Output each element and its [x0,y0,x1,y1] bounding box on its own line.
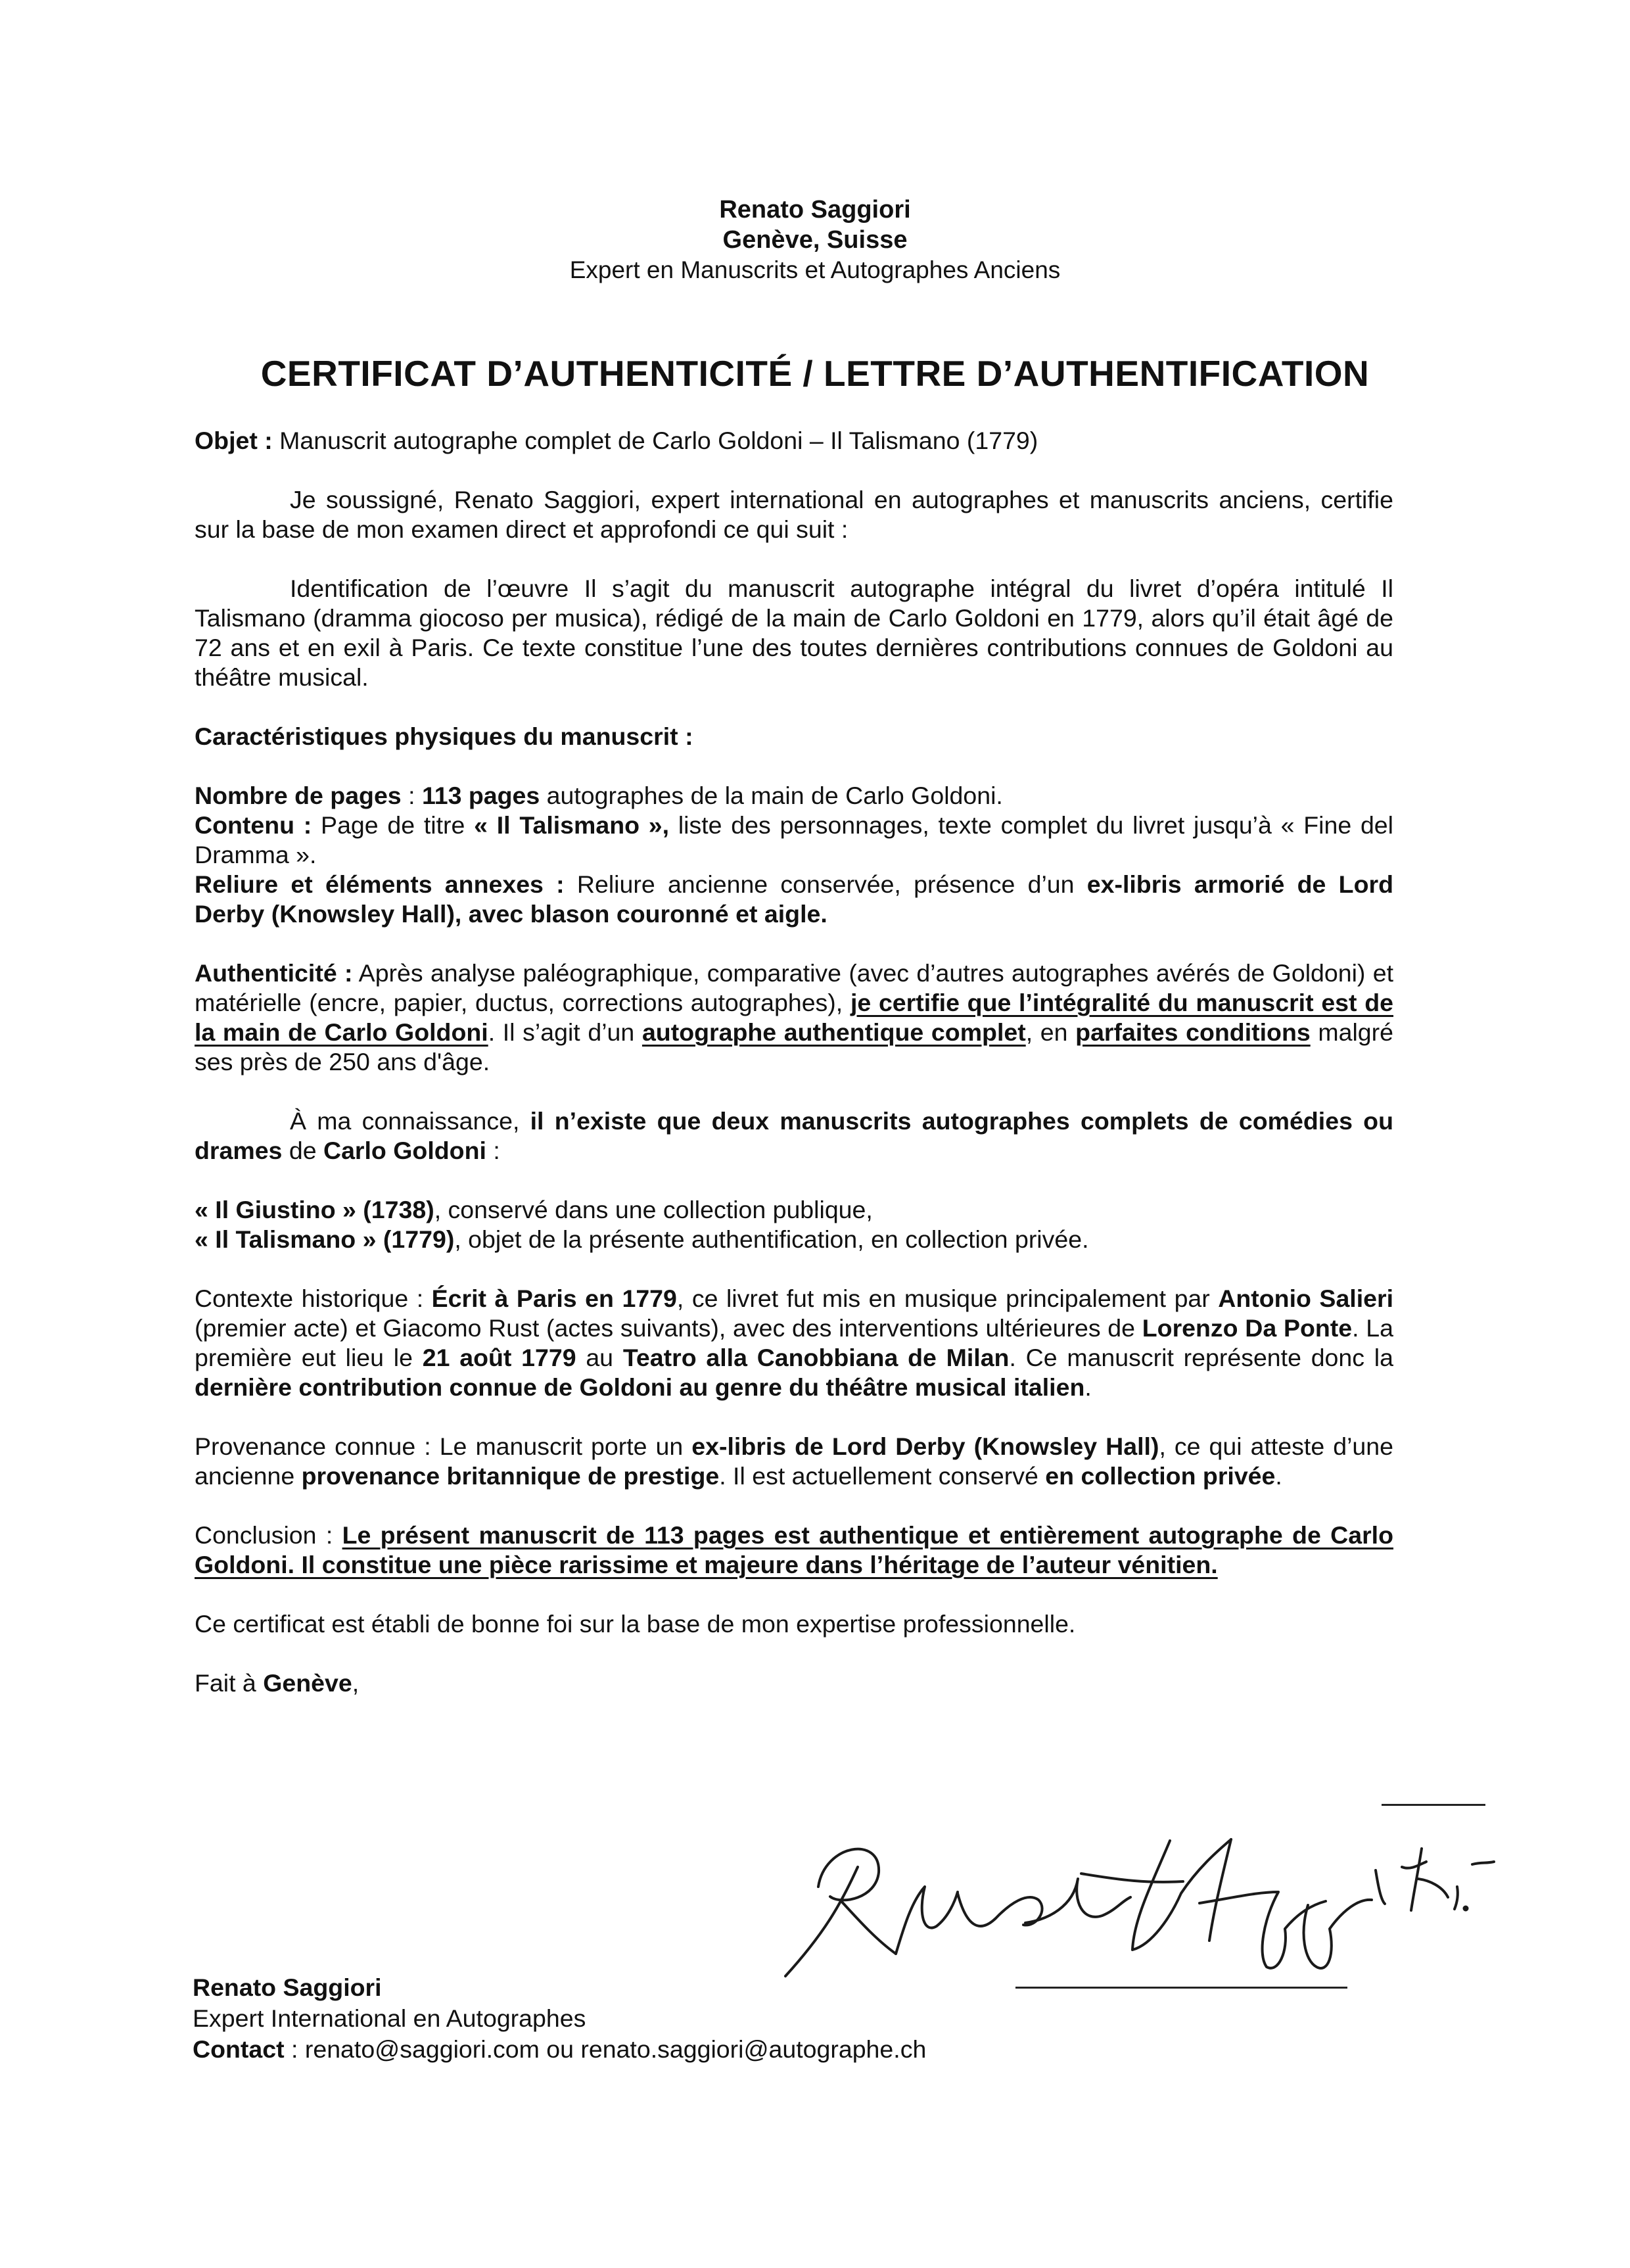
place-t2: , [352,1669,360,1697]
provenance-t1: Provenance connue : Le manuscrit porte un [195,1432,692,1460]
manuscript-item [195,1225,1393,1254]
knowledge-b1: il n’existe que deux manuscrits autographes complets de comédies ou drames [195,1107,1393,1164]
contact-line [193,2034,1178,2065]
handwritten-signature [779,1788,1495,1985]
context-b5: Teatro alla Canobbiana de Milan [622,1344,1010,1371]
contact-label: Contact [193,2035,285,2063]
authenticity-u3: parfaites conditions [1075,1018,1311,1046]
manuscript-note: , conservé dans une collection publique, [434,1196,873,1223]
authenticity-t4: malgré ses près de 250 ans d'âge. [195,1018,1393,1075]
contact-text: : renato@saggiori.com ou renato.saggiori@autographe.ch [284,2035,927,2063]
provenance-paragraph [195,1432,1393,1491]
context-paragraph [195,1284,1393,1402]
characteristics-heading-text: Caractéristiques physiques du manuscrit : [195,722,693,750]
context-b2: Antonio Salieri [1218,1285,1394,1312]
reliure-text: Reliure ancienne conservée, présence d’un [564,870,1087,898]
context-t7: . [1084,1373,1092,1401]
context-t4: . La première eut lieu le [195,1314,1393,1371]
signature-rule-top [1382,1804,1485,1806]
authenticity-t1: Après analyse paléographique, comparative (avec d’autres autographes avérés de Goldoni) et matérielle (encre, papier, ductus, corrections autographes), [195,959,1393,1016]
author-name: Renato Saggiori [719,196,911,224]
pages-label: Nombre de pages [195,782,402,809]
authenticity-paragraph [195,958,1393,1077]
conclusion-text: Le présent manuscrit de 113 pages est authentique et entièrement autographe de Carlo Goldoni. Il constitue une pièce rarissime et majeure dans l’héritage de l’auteur vénitien. [195,1521,1393,1578]
knowledge-t2: de [282,1137,323,1164]
authenticity-u1: je certifie que l’intégralité du manuscrit est de la main de Carlo Goldoni [195,989,1394,1046]
conclusion-paragraph [195,1521,1393,1580]
reliure-line [195,870,1393,929]
subject-text: Manuscrit autographe complet de Carlo Goldoni – Il Talismano (1779) [272,427,1038,454]
context-b4: 21 août 1779 [422,1344,576,1371]
contenu-rest: liste des personnages, texte complet du livret jusqu’à « Fine del Dramma ». [195,811,1393,868]
manuscript-title: « Il Talismano » (1779) [195,1225,455,1253]
manuscript-note: , objet de la présente authentification, en collection privée. [454,1225,1089,1253]
subject-line [195,426,1393,456]
context-t2: , ce livret fut mis en musique principalement par [676,1285,1219,1312]
contenu-pre: Page de titre [312,811,475,839]
provenance-t3: . Il est actuellement conservé [719,1462,1046,1490]
knowledge-paragraph [195,1106,1393,1166]
conclusion-label: Conclusion : [195,1521,342,1549]
pages-line [195,781,1393,811]
knowledge-b2: Carlo Goldoni [323,1137,486,1164]
characteristics-heading [195,722,1393,751]
contenu-title: « Il Talismano », [474,811,670,839]
knowledge-t1: À ma connaissance, [290,1107,530,1135]
authenticity-label: Authenticité : [195,959,353,987]
signatory-name: Renato Saggiori [193,1973,382,2001]
context-b3: Lorenzo Da Ponte [1142,1314,1353,1342]
pages-sep: : [401,782,422,809]
pages-rest: autographes de la main de Carlo Goldoni. [540,782,1003,809]
authenticity-u2: autographe authentique complet [641,1018,1026,1046]
context-b6: dernière contribution connue de Goldoni au genre du théâtre musical italien [195,1373,1085,1401]
context-t1: Contexte historique : [195,1285,432,1312]
place-t1: Fait à [195,1669,264,1697]
context-t3: (premier acte) et Giacomo Rust (actes suivants), avec des interventions ultérieures de [195,1314,1142,1342]
contenu-line [195,811,1393,870]
reliure-label: Reliure et éléments annexes : [195,870,565,898]
contenu-label: Contenu : [195,811,312,839]
author-role: Expert en Manuscrits et Autographes Anciens [569,256,1061,283]
knowledge-t3: : [486,1137,500,1164]
place-city: Genève [263,1669,352,1697]
provenance-b3: en collection privée [1045,1462,1276,1490]
provenance-b1: ex-libris de Lord Derby (Knowsley Hall) [691,1432,1159,1460]
authenticity-t3: , en [1025,1018,1076,1046]
pages-value: 113 pages [421,782,540,809]
letterhead [0,195,1630,285]
context-b1: Écrit à Paris en 1779 [431,1285,677,1312]
document-body [195,426,1393,1698]
provenance-b2: provenance britannique de prestige [301,1462,720,1490]
subject-label: Objet : [195,427,273,454]
place-line [195,1668,1393,1698]
signature-block [193,1972,1178,2065]
author-city: Genève, Suisse [722,226,908,254]
document-title: CERTIFICAT D’AUTHENTICITÉ / LETTRE D’AUTHENTIFICATION [260,353,1370,394]
manuscript-item [195,1195,1393,1225]
context-t6: . Ce manuscrit représente donc la [1009,1344,1393,1371]
signatory-role: Expert International en Autographes [193,2004,586,2032]
reliure-bold: ex-libris armorié de Lord Derby (Knowsley Hall), avec blason couronné et aigle. [195,870,1393,928]
provenance-t2: , ce qui atteste d’une ancienne [195,1432,1393,1490]
provenance-t4: . [1275,1462,1282,1490]
context-t5: au [576,1344,623,1371]
authenticity-t2: . Il s’agit d’un [488,1018,642,1046]
intro-paragraph: Je soussigné, Renato Saggiori, expert international en autographes et manuscrits anciens, certifie sur la base de mon examen direct et approfondi ce qui suit : [195,486,1393,543]
identification-paragraph: Identification de l’œuvre Il s’agit du manuscrit autographe intégral du livret d’opéra intitulé Il Talismano (dramma giocoso per musica), rédigé de la main de Carlo Goldoni en 1779, alors qu’il était âgé de 72 ans et en exil à Paris. Ce texte constitue l’une des toutes dernières contributions connues de Goldoni au théâtre musical. [195,575,1393,691]
manuscript-title: « Il Giustino » (1738) [195,1196,434,1223]
good-faith-statement: Ce certificat est établi de bonne foi sur la base de mon expertise professionnelle. [195,1610,1076,1638]
